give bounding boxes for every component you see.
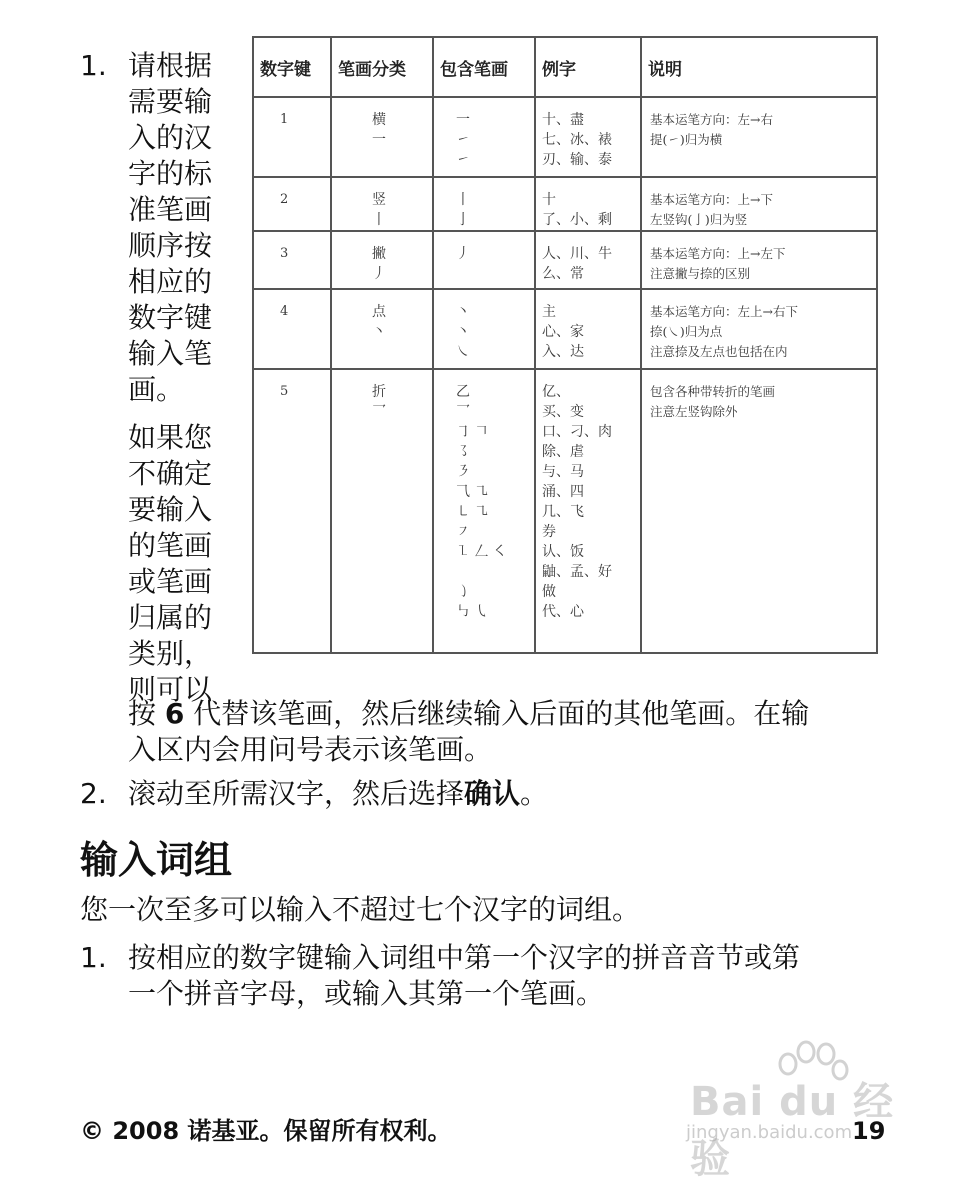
example: 了、小、剩 [542, 212, 612, 228]
row-key: 1 [253, 97, 331, 177]
section-step-1-line-b: 一个拼音字母，或输入其第一个笔画。 [128, 977, 605, 1010]
step-2-number: 2. [80, 777, 107, 810]
stroke: ㇇ [456, 524, 470, 540]
note: 注意左竖钩除外 [650, 404, 738, 419]
example: 口、刁、肉 [542, 424, 612, 440]
step-2-post: 。 [520, 777, 549, 810]
step-1-description [128, 48, 228, 708]
category-name: 点 [372, 304, 386, 320]
stroke: ㇌ [456, 444, 470, 460]
note: 基本运笔方向：上→左下 [650, 246, 786, 261]
header-examples: 例字 [535, 37, 641, 97]
section-intro: 您一次至多可以输入不超过七个汉字的词组。 [80, 893, 641, 926]
row-notes [641, 369, 877, 653]
category-stroke: 丨 [372, 212, 386, 228]
step-1-number: 1. [80, 49, 107, 82]
table-header-row [253, 37, 877, 97]
note: 捺(㇏)归为点 [650, 324, 723, 339]
stroke [456, 562, 528, 582]
category-stroke: 丶 [372, 324, 386, 340]
note: 注意捺及左点也包括在内 [650, 344, 788, 359]
header-notes: 说明 [641, 37, 877, 97]
key-6-label: 6 [164, 697, 185, 730]
header-strokes: 包含笔画 [433, 37, 535, 97]
stroke: ㇁ [456, 584, 470, 600]
row-key: 2 [253, 177, 331, 231]
example: 刃、输、泰 [542, 152, 612, 168]
note: 包含各种带转折的笔画 [650, 384, 776, 399]
table-row [253, 369, 877, 653]
stroke-classification-table [252, 36, 878, 654]
example: 入、达 [542, 344, 584, 360]
example: 几、飞 [542, 504, 584, 520]
stroke: ㇅ 𠃋 ㇛ [456, 544, 507, 560]
row-examples [535, 289, 641, 369]
example: 么、常 [542, 266, 584, 282]
step-1-press-text: 按 [128, 697, 165, 730]
row-key: 5 [253, 369, 331, 653]
stroke: ㇀ [456, 132, 470, 148]
row-examples [535, 231, 641, 289]
row-strokes [433, 289, 535, 369]
example: 认、饭 [542, 544, 584, 560]
stroke: ⺄ ㇈ [456, 484, 489, 500]
stroke: ㇏ [456, 344, 470, 360]
page-number: 19 [852, 1117, 886, 1145]
step-2-text [128, 776, 898, 812]
row-category [331, 177, 433, 231]
section-step-1-line-a: 按相应的数字键输入词组中第一个汉字的拼音音节或第 [128, 941, 801, 974]
row-category [331, 231, 433, 289]
example: 代、心 [542, 604, 584, 620]
note: 提(㇀)归为横 [650, 132, 723, 147]
step-1-replace-text: 代替该笔画，然后继续输入后面的其他笔画。在输 [184, 697, 810, 730]
example: 鼬、孟、好 [542, 564, 612, 580]
step-2-pre: 滚动至所需汉字，然后选择 [128, 777, 465, 810]
note: 基本运笔方向：左→右 [650, 112, 773, 127]
stroke: ㇆ 𠃍 [456, 424, 489, 440]
example: 买、变 [542, 404, 584, 420]
example: 十、盡 [542, 112, 584, 128]
stroke: 乛 [456, 404, 470, 420]
stroke: ㇄ ㇈ [456, 504, 489, 520]
category-name: 横 [372, 112, 386, 128]
row-key: 3 [253, 231, 331, 289]
step-1-paragraph-2-start: 如果您不确定要输入的笔画或笔画归属的类别，则可以 [128, 421, 213, 706]
note: 左竖钩(亅)归为竖 [650, 212, 748, 227]
stroke: 丶 [456, 304, 470, 320]
step-1-paragraph-1: 请根据需要输入的汉字的标准笔画顺序按相应的数字键输入笔画。 [128, 49, 213, 406]
row-strokes [433, 177, 535, 231]
step-1-continuation [128, 696, 898, 768]
stroke: ㇉ ㇂ [456, 604, 489, 620]
row-notes [641, 177, 877, 231]
stroke: ㇋ [456, 464, 470, 480]
example: 涌、四 [542, 484, 584, 500]
section-step-1-text [128, 940, 898, 1012]
watermark-logo: Bai du 经验 [690, 1079, 895, 1182]
example: 十 [542, 192, 556, 208]
category-name: 撇 [372, 246, 386, 262]
category-name: 竖 [372, 192, 386, 208]
example: 亿、 [542, 384, 570, 400]
row-notes [641, 289, 877, 369]
stroke: ㇀ [456, 152, 470, 168]
table-row [253, 231, 877, 289]
row-examples [535, 177, 641, 231]
note: 注意撇与捺的区别 [650, 266, 751, 281]
stroke: 丿 [456, 246, 470, 262]
example: 除、虐 [542, 444, 584, 460]
table-row [253, 97, 877, 177]
stroke: 乙 [456, 384, 470, 400]
note: 基本运笔方向：上→下 [650, 192, 773, 207]
header-category: 笔画分类 [331, 37, 433, 97]
confirm-label: 确认 [464, 777, 521, 810]
row-strokes [433, 231, 535, 289]
category-stroke: 一 [372, 132, 386, 148]
example: 主 [542, 304, 556, 320]
table-row [253, 289, 877, 369]
example: 券 [542, 524, 556, 540]
row-category [331, 97, 433, 177]
category-stroke: 乛 [372, 404, 386, 420]
stroke: 丨 [456, 192, 470, 208]
example: 人、川、牛 [542, 246, 612, 262]
example: 七、冰、裱 [542, 132, 612, 148]
section-step-1-number: 1. [80, 941, 107, 974]
row-key: 4 [253, 289, 331, 369]
row-strokes [433, 97, 535, 177]
example: 心、家 [542, 324, 584, 340]
row-notes [641, 231, 877, 289]
copyright: © 2008 诺基亚。保留所有权利。 [80, 1117, 452, 1145]
row-category [331, 369, 433, 653]
example: 与、马 [542, 464, 584, 480]
section-heading: 输入词组 [80, 838, 233, 882]
step-1-line-b: 入区内会用问号表示该笔画。 [128, 733, 493, 766]
header-key: 数字键 [253, 37, 331, 97]
row-category [331, 289, 433, 369]
stroke: 亅 [456, 212, 470, 228]
note: 基本运笔方向：左上→右下 [650, 304, 798, 319]
row-examples [535, 97, 641, 177]
watermark-url: jingyan.baidu.com [686, 1122, 853, 1143]
stroke: 一 [456, 112, 470, 128]
example: 做 [542, 584, 556, 600]
table-row [253, 177, 877, 231]
stroke: 丶 [456, 324, 470, 340]
category-stroke: 丿 [372, 266, 386, 282]
row-notes [641, 97, 877, 177]
row-examples [535, 369, 641, 653]
row-strokes [433, 369, 535, 653]
step-1-line-a [128, 696, 898, 732]
category-name: 折 [372, 384, 386, 400]
